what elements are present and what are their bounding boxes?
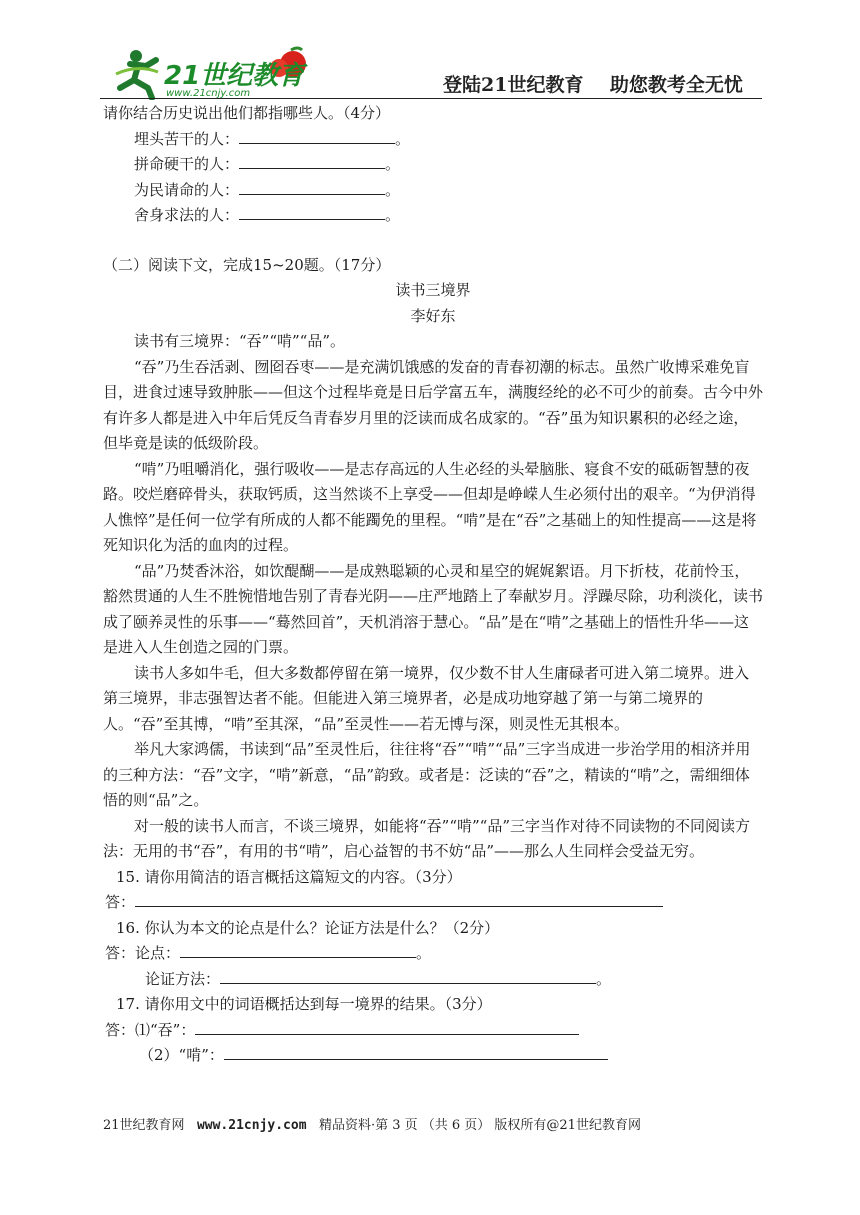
fill-item-label: 舍身求法的人： [134,206,240,224]
answer-15 [103,890,763,916]
passage-paragraph: “啃”乃咀嚼消化，强行吸收——是志存高远的人生必经的头晕脑胀、寝食不安的砥砺智慧的夜路。咬烂磨碎骨头，获取钙质，这当然谈不上享受——但却是峥嵘人生必须付出的艰辛。“为伊消得人憔悴”是任何一位学有所成的人都不能躅免的里程。“啃”是在“吞”之基础上的知性提高——这是将死知识化为活的血肉的过程。 [103,459,757,554]
passage-title: 读书三境界 [395,281,471,299]
answer-end: 。 [596,969,612,988]
site-logo [108,44,313,100]
answer-blank[interactable] [239,154,385,169]
answer-17-b [103,1043,763,1069]
passage-intro: （二）阅读下文，完成15~20题。（17分） [103,255,391,274]
answer-17-a [103,1018,763,1044]
answer-label: 答：论点： [105,944,181,962]
fill-item [103,178,763,204]
answer-blank[interactable] [135,892,663,907]
logo-text: 21世纪教育 [164,61,305,91]
passage-paragraph: “品”乃焚香沐浴，如饮醍醐——是成熟聪颖的心灵和星空的娓娓絮语。月下折枝，花前怜玉，豁然贯通的人生不胜惋惜地告别了青春光阴——庄严地踏上了奉献岁月。浮躁尽除，功利淡化，读书成了颐养灵性的乐事——“蓦然回首”，天机消溶于慧心。“品”是在“啃”之基础上的悟性升华——这是进入人生创造之园的门票。 [103,561,764,656]
passage-author: 李好东 [410,306,456,325]
answer-blank[interactable] [224,1045,608,1060]
fill-item [103,127,763,153]
footer-url[interactable]: www.21cnjy.com [196,1118,307,1133]
answer-blank[interactable] [180,943,416,958]
fill-item-label: 埋头苦干的人： [134,129,240,148]
question-17: 17. 请你用文中的词语概括达到每一境界的结果。（3分） [116,995,492,1013]
page-footer [103,1114,641,1133]
answer-label: （2）“啃”： [139,1046,224,1064]
section-prompt: 请你结合历史说出他们都指哪些人。（4分） [103,104,391,122]
passage-paragraph: “吞”乃生吞活剥、囫囵吞枣——是充满饥饿感的发奋的青春初潮的标志。虽然广收博采难免盲目，进食过速导致肿胀——但这个过程毕竟是日后学富五车，满腹经纶的必不可少的前奏。古今中外有许多人都是进入中年后凭反刍青春岁月里的泛读而成名成家的。“吞”虽为知识累积的必经之途，但毕竟是读的低级阶段。 [103,357,764,452]
answer-blank[interactable] [239,205,385,220]
question-16: 16. 你认为本文的论点是什么？论证方法是什么？（2分） [116,918,500,937]
footer-site: 21世纪教育网 [103,1118,185,1133]
passage-paragraph: 举凡大家鸿儒，书读到“品”至灵性后，往往将“吞”“啃”“品”三字当成进一步治学用的相济并用的三种方法：“吞”文字，“啃”新意，“品”韵致。或者是：泛读的“吞”之，精读的“啃”之，需细细体悟的则“品”之。 [103,740,751,809]
runner-icon [116,50,158,98]
document-body [103,101,763,1069]
fill-item-end: 。 [395,129,411,148]
passage-paragraph: 对一般的读书人而言，不谈三境界，如能将“吞”“啃”“品”三字当作对待不同读物的不同阅读方法：无用的书“吞”，有用的书“啃”，启心益智的书不妨“品”——那么人生同样会受益无穷。 [103,816,751,860]
answer-blank[interactable] [195,1020,579,1035]
fill-item-label: 为民请命的人： [134,180,240,199]
question-15: 15. 请你用简洁的语言概括这篇短文的内容。（3分） [116,867,462,886]
passage-paragraph: 读书有三境界：“吞”“啃”“品”。 [134,332,346,350]
answer-blank[interactable] [220,969,596,984]
answer-label: 论证方法： [145,969,221,988]
fill-item-end: 。 [385,206,401,224]
header-slogan: 登陆21世纪教育 助您教考全无忧 [443,74,743,96]
passage-paragraph: 读书人多如牛毛，但大多数都停留在第一境界，仅少数不甘人生庸碌者可进入第二境界。进入第三境界，非志强智达者不能。但能进入第三境界者，必是成功地穿越了第一与第二境界的人。“吞”至其博，“啃”至其深，“品”至灵性——若无博与深，则灵性无其根本。 [103,663,750,733]
fill-item [103,203,763,229]
fill-item-end: 。 [385,155,401,173]
logo-url: www.21cnjy.com [166,88,251,99]
answer-blank[interactable] [239,129,395,144]
fill-item-end: 。 [385,180,401,199]
fill-item-label: 拼命硬干的人： [134,155,240,173]
footer-page-info: 精品资料·第 3 页 （共 6 页） 版权所有@21世纪教育网 [318,1118,641,1133]
answer-end: 。 [416,944,432,962]
answer-label: 答： [105,893,136,911]
answer-label: 答：⑴“吞”： [105,1020,196,1039]
answer-16-thesis [103,941,763,967]
answer-16-method [103,967,763,993]
header-divider [100,98,762,99]
fill-item [103,152,763,178]
answer-blank[interactable] [239,180,385,195]
